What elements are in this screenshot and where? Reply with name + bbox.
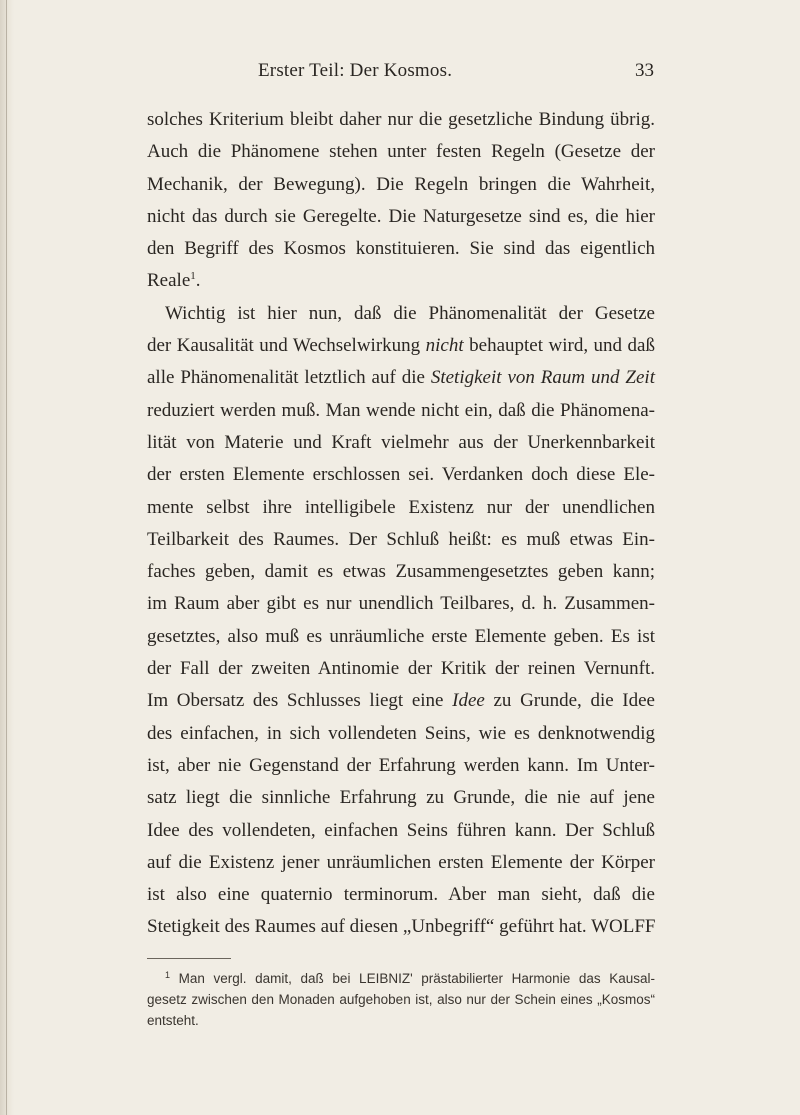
- text-line: gesetztes, also muß es unräumliche erste Elemente geben. Es ist: [147, 625, 655, 647]
- text-line: ist, aber nie Gegenstand der Erfahrung werden kann. Im Unter-: [147, 754, 655, 776]
- text-line: der Fall der zweiten Antinomie der Kritik der reinen Vernunft.: [147, 658, 655, 680]
- footnote: [147, 968, 655, 1031]
- text-line: lität von Materie und Kraft vielmehr aus der Unerkennbarkeit: [147, 431, 655, 453]
- text-line: ist also eine quaternio terminorum. Aber man sieht, daß die: [147, 884, 655, 906]
- text-line-with-emphasis: alle Phänomenalität letztlich auf die Stetigkeit von Raum und Zeit: [147, 367, 655, 389]
- text-line: Auch die Phänomene stehen unter festen Regeln (Gesetze der: [147, 141, 655, 163]
- text-line: Mechanik, der Bewegung). Die Regeln bringen die Wahrheit,: [147, 173, 655, 195]
- footnote-line: entsteht.: [147, 1013, 199, 1028]
- text-line-with-emphasis: der Kausalität und Wechselwirkung nicht behauptet wird, und daß: [147, 335, 655, 357]
- text-line: im Raum aber gibt es nur unendlich Teilbares, d. h. Zusammen-: [147, 593, 655, 615]
- emphasis-idee: Idee: [452, 690, 485, 712]
- text-line-with-emphasis: Im Obersatz des Schlusses liegt eine Idee zu Grunde, die Idee: [147, 690, 655, 712]
- page-number: 33: [635, 60, 654, 81]
- text-fragment: Reale: [147, 270, 191, 292]
- running-head: [0, 60, 800, 90]
- text-line: Stetigkeit des Raumes auf diesen „Unbegriff“ geführt hat. WOLFF: [147, 916, 656, 938]
- footnote-reference: 1: [190, 270, 196, 283]
- text-line-paragraph-end: Reale$^1$.: [147, 270, 201, 292]
- running-title: Erster Teil: Der Kosmos.: [258, 60, 453, 81]
- body-text: [147, 104, 655, 944]
- footnote-line: gesetz zwischen den Monaden aufgehoben ist, also nur der Schein eines „Kosmos“: [147, 992, 655, 1007]
- text-line: reduziert werden muß. Man wende nicht ein, daß die Phänomena-: [147, 399, 655, 421]
- text-line: des einfachen, in sich vollendeten Seins, wie es denknotwendig: [147, 722, 655, 744]
- text-line: der ersten Elemente erschlossen sei. Verdanken doch diese Ele-: [147, 464, 655, 486]
- text-line: auf die Existenz jener unräumlichen ersten Elemente der Körper: [147, 851, 655, 873]
- footnote-marker: 1: [165, 970, 171, 980]
- text-line: satz liegt die sinnliche Erfahrung zu Grunde, die nie auf jene: [147, 787, 655, 809]
- footnote-divider: [147, 958, 231, 959]
- text-line-paragraph-start: Wichtig ist hier nun, daß die Phänomenalität der Gesetze: [165, 302, 655, 324]
- emphasis-stetigkeit: Stetigkeit von Raum und Zeit: [430, 367, 655, 389]
- text-line: Idee des vollendeten, einfachen Seins führen kann. Der Schluß: [147, 819, 655, 841]
- text-line: nicht das durch sie Geregelte. Die Naturgesetze sind es, die hier: [147, 205, 655, 227]
- text-line: den Begriff des Kosmos konstituieren. Sie sind das eigentlich: [147, 238, 655, 260]
- text-line: faches geben, damit es etwas Zusammengesetztes geben kann;: [147, 561, 655, 583]
- footnote-text: Man vergl. damit, daß bei LEIBNIZ' prästabilierter Harmonie das Kausal-: [178, 971, 655, 986]
- binding-shadow: [0, 0, 14, 1115]
- text-line: Teilbarkeit des Raumes. Der Schluß heißt: es muß etwas Ein-: [147, 528, 655, 550]
- binding-edge: [6, 0, 7, 1115]
- text-line: mente selbst ihre intelligibele Existenz nur der unendlichen: [147, 496, 655, 518]
- footnote-line: [147, 968, 655, 989]
- text-line: solches Kriterium bleibt daher nur die gesetzliche Bindung übrig.: [147, 109, 655, 130]
- emphasis-nicht: nicht: [425, 335, 464, 357]
